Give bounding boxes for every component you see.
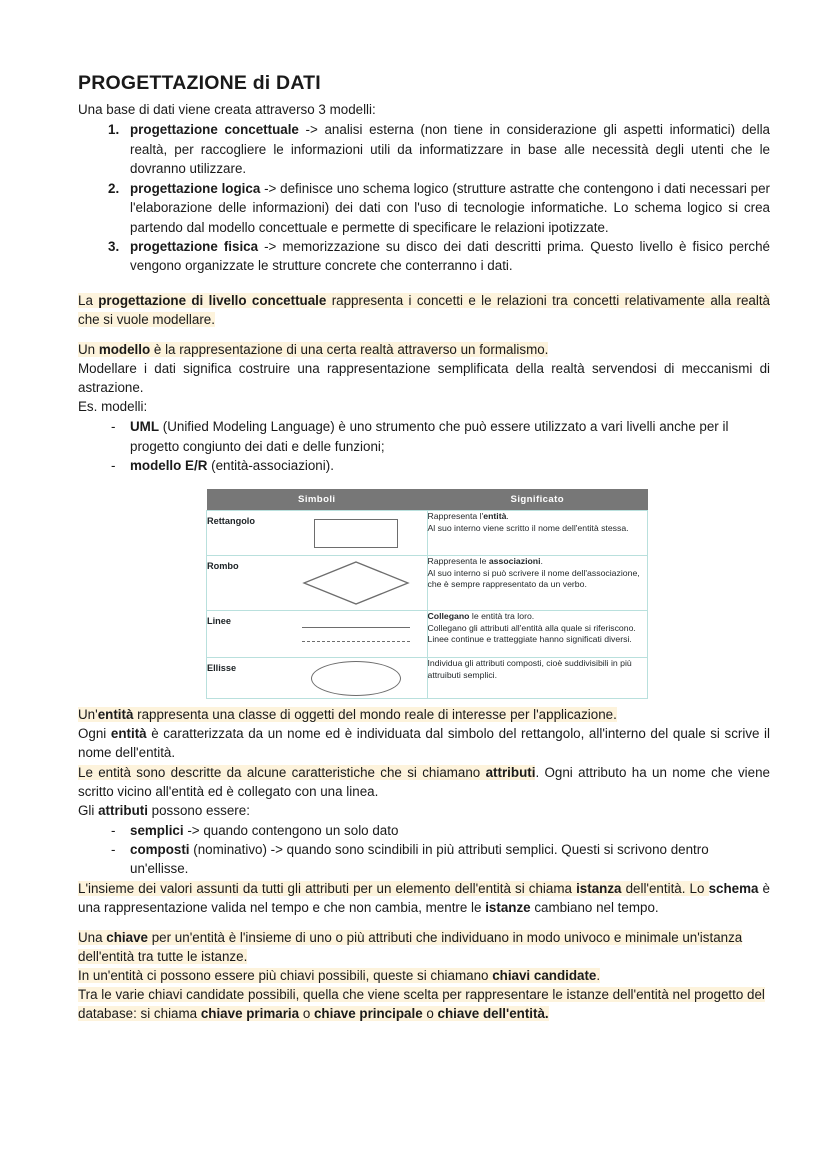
- model-term: UML: [130, 419, 160, 435]
- dashed-line-icon: [302, 641, 410, 642]
- symbol-label: Rombo: [207, 561, 239, 572]
- text-fragment: Gli: [78, 802, 99, 818]
- paragraph-chiavi-candidate: [78, 966, 770, 985]
- text-fragment: In un'entità ci possono essere più chiavi possibili, queste si chiamano: [78, 968, 493, 984]
- bold-term: attributi: [98, 802, 148, 818]
- text-fragment: Una: [78, 929, 107, 945]
- paragraph-attributi: [78, 763, 770, 801]
- text-fragment: è una rappresentazione valida nel tempo e che non cambia, mentre le: [78, 880, 770, 915]
- text-fragment: Rappresenta le: [427, 556, 489, 567]
- meaning-cell: [427, 611, 648, 658]
- list-item: [78, 179, 770, 237]
- symbol-cell: [207, 611, 428, 658]
- meaning-line: Individua gli attributi composti, cioè suddivisibili in più: [427, 658, 632, 669]
- attribute-description: -> quando contengono un solo dato: [183, 822, 399, 838]
- text-fragment: .: [596, 968, 601, 984]
- column-header-simboli: Simboli: [207, 489, 428, 511]
- bold-term: istanza: [576, 880, 622, 896]
- meaning-line: attruibuti semplici.: [427, 669, 498, 680]
- list-item: [78, 821, 770, 840]
- meaning-cell: [427, 658, 648, 699]
- list-item: [78, 456, 770, 475]
- paragraph-gli-attributi: [78, 801, 770, 820]
- bold-term: attributi: [485, 764, 536, 780]
- bold-term: modello: [98, 341, 151, 357]
- diamond-svg: [302, 560, 410, 606]
- paragraph-modellare: Modellare i dati significa costruire una rappresentazione semplificata della realtà servendosi di meccanismi di astrazione.: [78, 361, 770, 396]
- bold-term: chiave principale: [313, 1006, 423, 1022]
- text-fragment: Le entità sono descritte da alcune caratteristiche che si chiamano: [78, 764, 486, 780]
- symbol-cell: [207, 658, 428, 699]
- model-description: -> memorizzazione su disco dei dati descritti prima. Questo livello è fisico perché vengono organizzate le strutture concrete che conterranno i dati.: [130, 239, 770, 274]
- bold-term: schema: [708, 880, 759, 896]
- meaning-line: Al suo interno viene scritto il nome dell'entità stessa.: [427, 522, 629, 533]
- meaning-line: [428, 611, 648, 622]
- bold-term: associazioni: [488, 556, 541, 567]
- attributi-list: [78, 821, 770, 879]
- attribute-term: semplici: [130, 822, 184, 838]
- attribute-term: composti: [130, 842, 190, 858]
- model-description: -> analisi esterna (non tiene in considerazione gli aspetti informatici) della realtà, per raccogliere le informazioni utili da informatizzare in base alle necessità degli utenti che le dovranno utilizzare.: [130, 122, 771, 177]
- paragraph-entita: [78, 705, 770, 724]
- text-fragment: Rappresenta l': [427, 511, 484, 522]
- text-fragment: è caratterizzata da un nome ed è individuata dal simbolo del rettangolo, all'interno del quale si scrive il nome dell'entità.: [78, 726, 771, 761]
- lines-shape-icon: [289, 611, 423, 657]
- text-fragment: L'insieme dei valori assunti da tutti gli attributi per un elemento dell'entità si chiama: [78, 880, 577, 896]
- symbol-cell: [207, 511, 428, 556]
- model-description: (Unified Modeling Language) è uno strumento che può essere utilizzato a vari livelli anche per il progetto congiunto dei dati e delle funzioni;: [130, 419, 729, 454]
- numbered-models-list: [78, 120, 770, 276]
- es-modelli-list: [78, 417, 770, 475]
- meaning-cell: [427, 556, 648, 611]
- intro-paragraph: Una base di dati viene creata attraverso 3 modelli:: [78, 102, 376, 118]
- ellipse-shape-icon: [289, 658, 423, 698]
- solid-line-icon: [302, 627, 410, 628]
- text-fragment: o: [299, 1006, 314, 1022]
- text-fragment: La: [78, 292, 99, 308]
- paragraph-progettazione-concettuale: [78, 291, 770, 329]
- text-fragment: Tra le varie chiavi candidate possibili, quella che viene scelta per rappresentare le istanze dell'entità nel progetto del database: si chiama: [78, 987, 765, 1022]
- rectangle-shape-icon: [289, 511, 423, 555]
- spacer: [78, 917, 770, 928]
- bold-term: chiave: [106, 929, 148, 945]
- text-fragment: possono essere:: [147, 802, 250, 818]
- model-description: (entità-associazioni).: [207, 457, 334, 473]
- text-fragment: rappresenta i concetti e le relazioni tra concetti relativamente alla realtà che si vuole modellare.: [78, 292, 771, 327]
- diamond-shape-icon: [289, 556, 423, 610]
- text-fragment: Ogni: [78, 726, 111, 742]
- bold-term: entità: [110, 726, 147, 742]
- spacer: [78, 329, 770, 340]
- table-header-row: [207, 489, 648, 511]
- meaning-cell: [427, 511, 648, 556]
- text-fragment: rappresenta una classe di oggetti del mondo reale di interesse per l'applicazione.: [133, 707, 617, 723]
- es-modelli-label: Es. modelli:: [78, 399, 148, 415]
- bold-term: entità: [483, 511, 507, 522]
- meaning-line: [428, 556, 648, 567]
- symbols-table-container: [78, 489, 770, 699]
- model-description: -> definisce uno schema logico (strutture astratte che contengono i dati necessari per l'elaborazione delle informazioni) dei dati con l'uso di tecnologie informatiche. Lo schema logico si crea partendo dal modello concettuale e permette di specificare le relazioni ipotizzate.: [130, 180, 770, 235]
- bold-term: chiave primaria: [200, 1006, 300, 1022]
- text-fragment: Un: [78, 341, 99, 357]
- meaning-line: che è sempre rappresentato da un verbo.: [427, 579, 587, 590]
- text-fragment: Un': [78, 707, 98, 723]
- bold-term: entità: [97, 707, 134, 723]
- symbol-label: Ellisse: [207, 663, 237, 674]
- text-fragment: per un'entità è l'insieme di uno o più attributi che individuano in modo univoco e minimale un'istanza dell'entità tra tutte le istanze.: [78, 929, 743, 965]
- paragraph-ogni-entita: [78, 724, 770, 762]
- text-fragment: le entità tra loro.: [469, 611, 535, 622]
- paragraph-modello: [78, 340, 770, 359]
- bold-term: chiavi candidate: [492, 968, 597, 984]
- text-fragment: o: [422, 1006, 438, 1022]
- column-header-significato: Significato: [427, 489, 648, 511]
- meaning-line: [428, 511, 648, 522]
- list-item: [78, 120, 770, 178]
- list-item: [78, 840, 770, 879]
- bold-term: istanze: [485, 899, 531, 915]
- meaning-line: Al suo interno si può scrivere il nome dell'associazione,: [427, 567, 640, 578]
- paragraph-istanza: [78, 879, 770, 917]
- text-fragment: è la rappresentazione di una certa realtà attraverso un formalismo.: [150, 341, 549, 357]
- model-term: progettazione fisica: [130, 239, 259, 255]
- text-fragment: .: [540, 556, 543, 567]
- model-term: progettazione logica: [130, 180, 261, 196]
- table-row: [207, 556, 648, 611]
- text-fragment: cambiano nel tempo.: [530, 899, 659, 915]
- text-fragment: .: [506, 511, 509, 522]
- list-item: [78, 237, 770, 276]
- text-fragment: dell'entità. Lo: [621, 880, 709, 896]
- table-row: [207, 658, 648, 699]
- bold-term: Collegano: [427, 611, 470, 622]
- model-term: progettazione concettuale: [130, 122, 299, 138]
- bold-term: progettazione di livello concettuale: [98, 292, 327, 308]
- page-title: PROGETTAZIONE di DATI: [78, 72, 321, 94]
- table-row: [207, 511, 648, 556]
- model-term: modello E/R: [130, 457, 208, 473]
- meaning-line: Collegano gli attributi all'entità alla quale si riferiscono.: [427, 622, 636, 633]
- table-row: [207, 611, 648, 658]
- attribute-description: (nominativo) -> quando sono scindibili in più attributi semplici. Questi si scrivono dentro un'ellisse.: [130, 842, 709, 877]
- spacer: [78, 276, 770, 291]
- symbol-label: Linee: [207, 616, 231, 627]
- meaning-line: Linee continue e tratteggiate hanno significati diversi.: [427, 634, 632, 645]
- symbol-cell: [207, 556, 428, 611]
- paragraph-chiave: [78, 928, 770, 966]
- symbol-label: Rettangolo: [207, 516, 255, 527]
- list-item: [78, 417, 770, 456]
- paragraph-chiave-primaria: [78, 985, 770, 1023]
- bold-term: chiave dell'entità.: [437, 1006, 549, 1022]
- text-fragment: . Ogni attributo ha un nome che viene scritto vicino all'entità ed è collegato con una linea.: [78, 764, 770, 799]
- symbols-table: [206, 489, 648, 699]
